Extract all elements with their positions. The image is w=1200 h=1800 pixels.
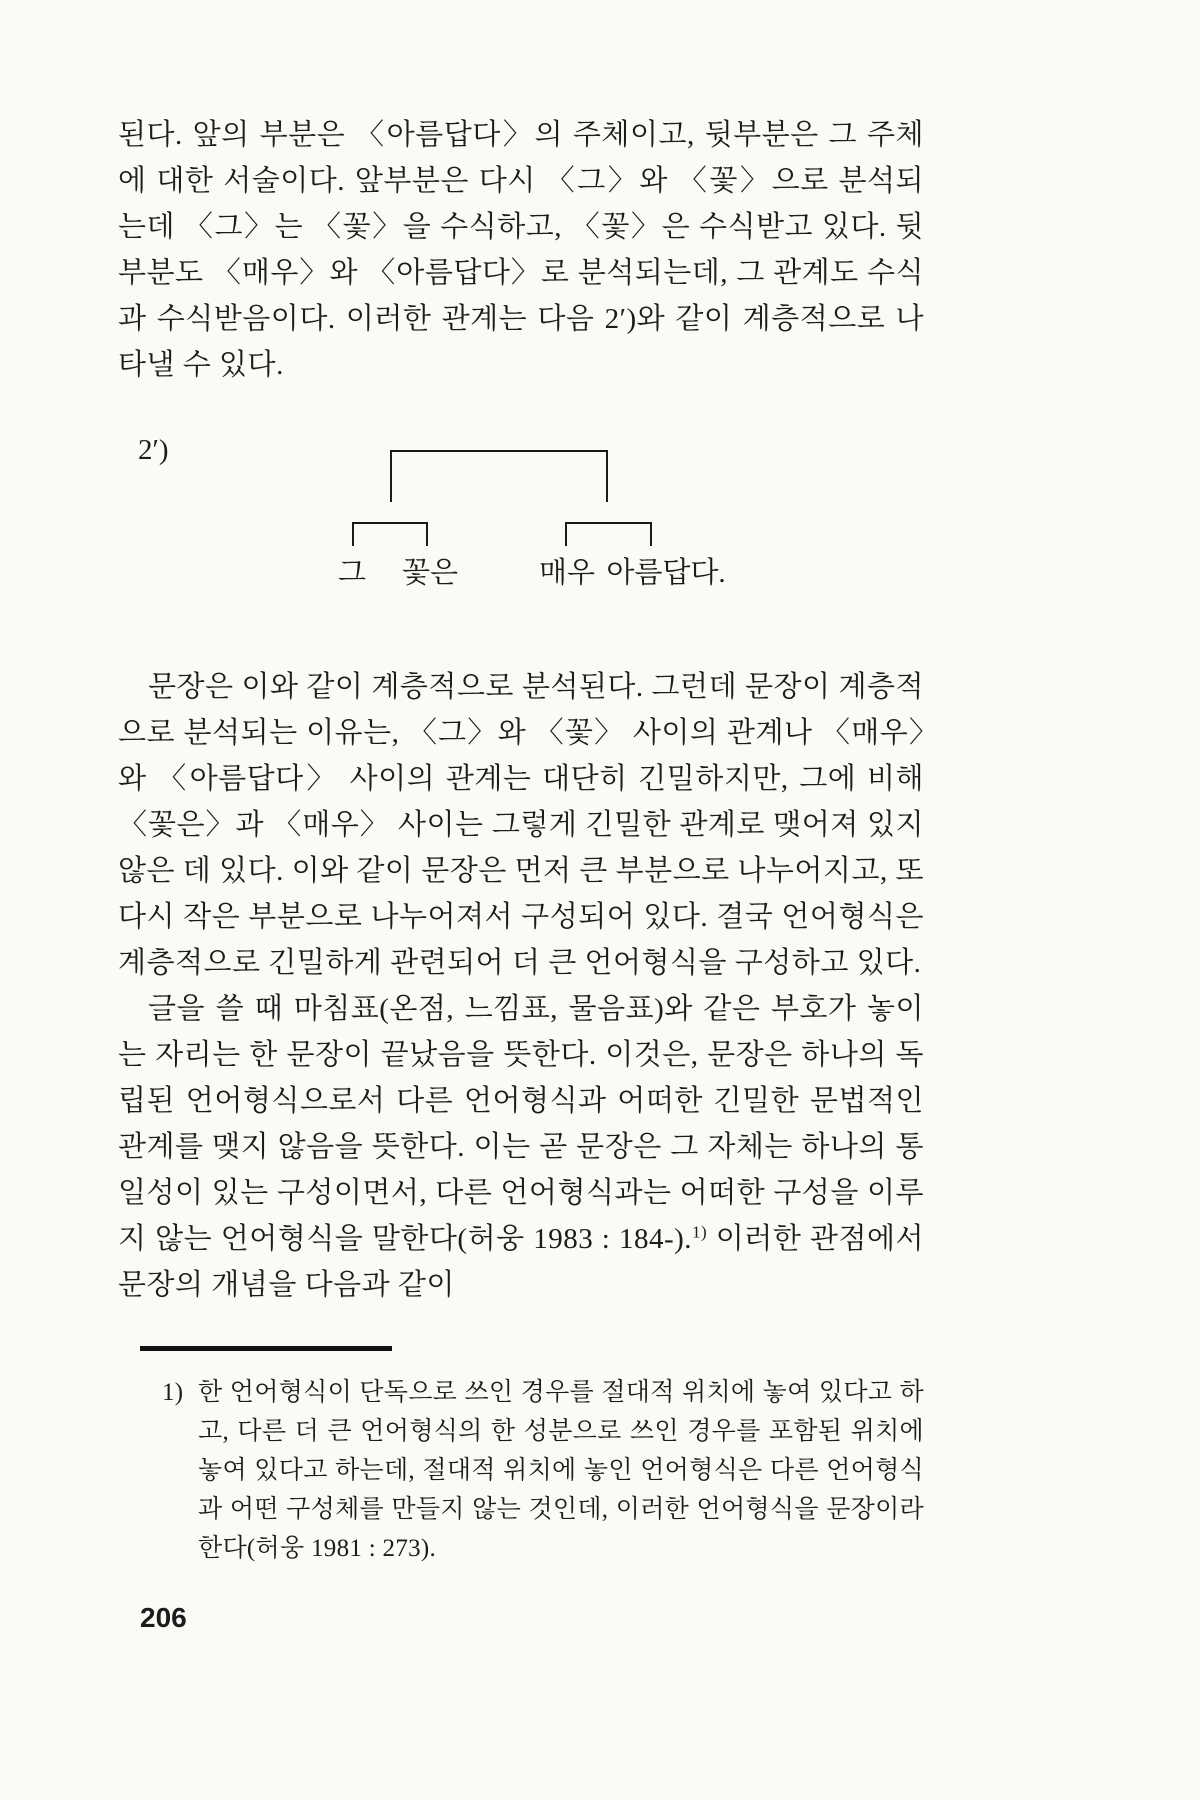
footnote-marker: 1) — [162, 1379, 184, 1406]
tree-branch-left — [352, 522, 428, 546]
tree-branch-right — [565, 522, 652, 546]
tree-diagram — [118, 436, 924, 618]
paragraph-2: 문장은 이와 같이 계층적으로 분석된다. 그런데 문장이 계층적으로 분석되는 이유는, 〈그〉와 〈꽃〉 사이의 관계나 〈매우〉와 〈아름답다〉 사이의 관계는 대단히 긴밀하지만, 그에 비해 〈꽃은〉과 〈매우〉 사이는 그렇게 긴밀한 관계로 맺어져 있지 않은 데 있다. 이와 같이 문장은 먼저 큰 부분으로 나누어지고, 또 다시 작은 부분으로 나누어져서 구성되어 있다. 결국 언어형식은 계층적으로 긴밀하게 관련되어 더 큰 언어형식을 구성하고 있다. — [118, 671, 924, 979]
paragraph-3-text: 글을 쓸 때 마침표(온점, 느낌표, 물음표)와 같은 부호가 놓이는 자리는 한 문장이 끝났음을 뜻한다. 이것은, 문장은 하나의 독립된 언어형식으로서 다른 언어형식과 어떠한 긴밀한 문법적인 관계를 맺지 않음을 뜻한다. 이는 곧 문장은 그 자체는 하나의 통일성이 있는 구성이면서, 다른 언어형식과는 어떠한 구성을 이루지 않는 언어형식을 말한다(허웅 1983 : 184-). — [118, 993, 924, 1255]
footnote-ref-marker: 1) — [692, 1222, 708, 1242]
paragraph-3 — [118, 986, 924, 1308]
tree-word-4: 아름답다. — [606, 557, 726, 589]
tree-word-1: 그 — [337, 557, 367, 589]
tree-branch-top — [390, 450, 608, 502]
footnote — [162, 1373, 924, 1568]
page-number: 206 — [140, 1602, 187, 1633]
diagram-label: 2′) — [138, 434, 169, 466]
paragraph-3-continuation: 이러한 관점에서 문장의 개념을 다음과 같이 — [118, 1223, 924, 1301]
footnote-text: 한 언어형식이 단독으로 쓰인 경우를 절대적 위치에 놓여 있다고 하고, 다른 더 큰 언어형식의 한 성분으로 쓰인 경우를 포함된 위치에 놓여 있다고 하는데, 절대적 위치에 놓인 언어형식은 다른 언어형식과 어떤 구성체를 만들지 않는 것인데, 이러한 언어형식을 문장이라 한다(허웅 1981 : 273). — [198, 1379, 924, 1562]
tree-word-2: 꽃은 — [401, 557, 459, 589]
text-column — [118, 0, 924, 1634]
tree-word-3: 매우 — [538, 557, 596, 589]
paragraph-1: 된다. 앞의 부분은 〈아름답다〉의 주체이고, 뒷부분은 그 주체에 대한 서술이다. 앞부분은 다시 〈그〉와 〈꽃〉으로 분석되는데 〈그〉는 〈꽃〉을 수식하고, 〈꽃〉은 수식받고 있다. 뒷부분도 〈매우〉와 〈아름답다〉로 분석되는데, 그 관계도 수식과 수식받음이다. 이러한 관계는 다음 2′)와 같이 계층적으로 나타낼 수 있다. — [118, 119, 924, 381]
footnote-divider — [140, 1346, 392, 1351]
